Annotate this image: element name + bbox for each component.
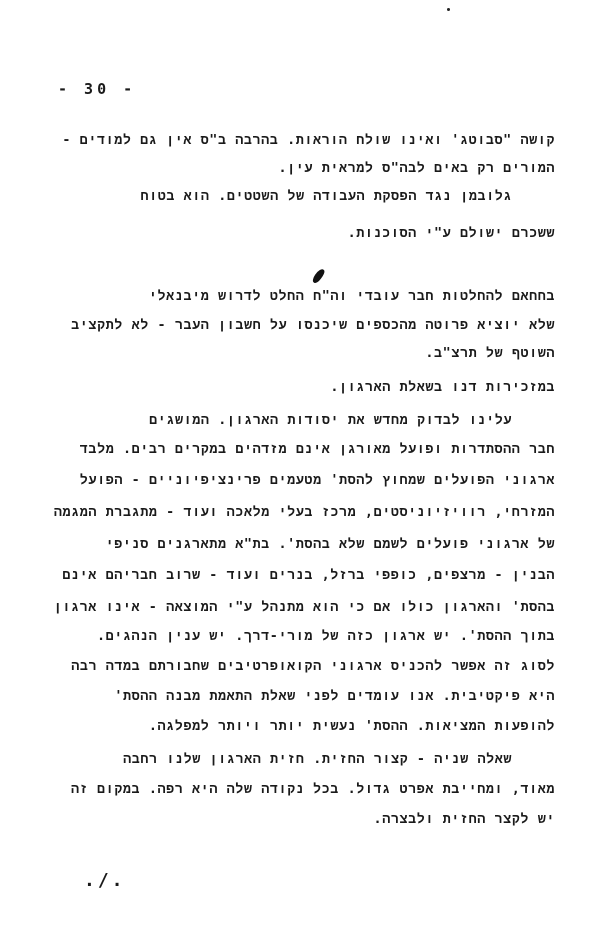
text-line: לסוג זה אפשר להכניס ארגוני הקואופרטיבים שחבורתם במדה רבה bbox=[71, 659, 555, 674]
text-line: המורים רק באים לבה"ס למראית עין. bbox=[278, 161, 555, 176]
text-line: שאלה שניה - קצור החזית. חזית הארגון שלנו רחבה bbox=[123, 752, 512, 767]
text-line: להופעות המציאות. ההסת' נעשית יותר ויותר למפלגה. bbox=[148, 719, 555, 734]
text-line: ארגוני הפועלים שמחוץ להסת' מטעמים פרינציפיוניים - הפועל bbox=[79, 473, 555, 488]
text-line: מאוד, ומחייבת אפרט גדול. בכל נקודה שלה היא רפה. במקום זה bbox=[71, 782, 555, 797]
text-line: השוטף של תרצ"ב. bbox=[425, 346, 555, 361]
text-line: הבנין - מרצפים, כופפי ברזל, בנרים ועוד - שרוב חבריהם אינם bbox=[62, 568, 555, 583]
text-line: היא פיקטיבית. אנו עומדים לפני שאלת התאמת מבנה ההסת' bbox=[114, 689, 555, 704]
text-line: בתוך ההסת'. יש ארגון כזה של מורי-דרך. יש ענין הנהגים. bbox=[96, 629, 555, 644]
end-mark: ./. bbox=[84, 870, 126, 891]
text-line: שלא יוציא פרוטה מהכספים שיכנסו על חשבון העבר - לא לתקציב bbox=[71, 318, 555, 333]
text-line: במזכירות דנו בשאלת הארגון. bbox=[330, 380, 555, 395]
speck-mark bbox=[447, 8, 450, 11]
text-line: יש לקצר החזית ולבצרה. bbox=[373, 812, 555, 827]
page-number: - 30 - bbox=[58, 80, 137, 98]
text-line: קושה "סבוטג' ואינו שולח הוראות. בהרבה ב"ס אין גם למודים - bbox=[62, 133, 555, 148]
text-line: של ארגוני פועלים לשמם שלא בהסת'. בת"א מתארגנים סניפי bbox=[105, 537, 555, 552]
ink-mark bbox=[311, 267, 326, 284]
text-line: ששכרם ישולם ע"י הסוכנות. bbox=[347, 226, 555, 241]
text-line: חבר ההסתדרות ופועל מאורגן אינם מזדהים במקרים רבים. מלבד bbox=[79, 442, 555, 457]
text-line: בהסת' והארגון כולו אם כי הוא מתנהל ע"י המוצאה - אינו ארגון bbox=[53, 600, 555, 615]
text-line: עלינו לבדוק מחדש את יסודות הארגון. המושגים bbox=[149, 413, 512, 428]
text-line: גלובמן נגד הפסקת העבודה של השטטים. הוא בטוח bbox=[140, 189, 512, 204]
text-line: בחחאם להחלטות חבר עובדי וה"ח החלט לדרוש מיבנאלי bbox=[148, 289, 555, 304]
text-line: המזרחי, רוויזיוניסטים, מרכז בעלי מלאכה ועוד - מתגברת המגמה bbox=[53, 505, 555, 520]
